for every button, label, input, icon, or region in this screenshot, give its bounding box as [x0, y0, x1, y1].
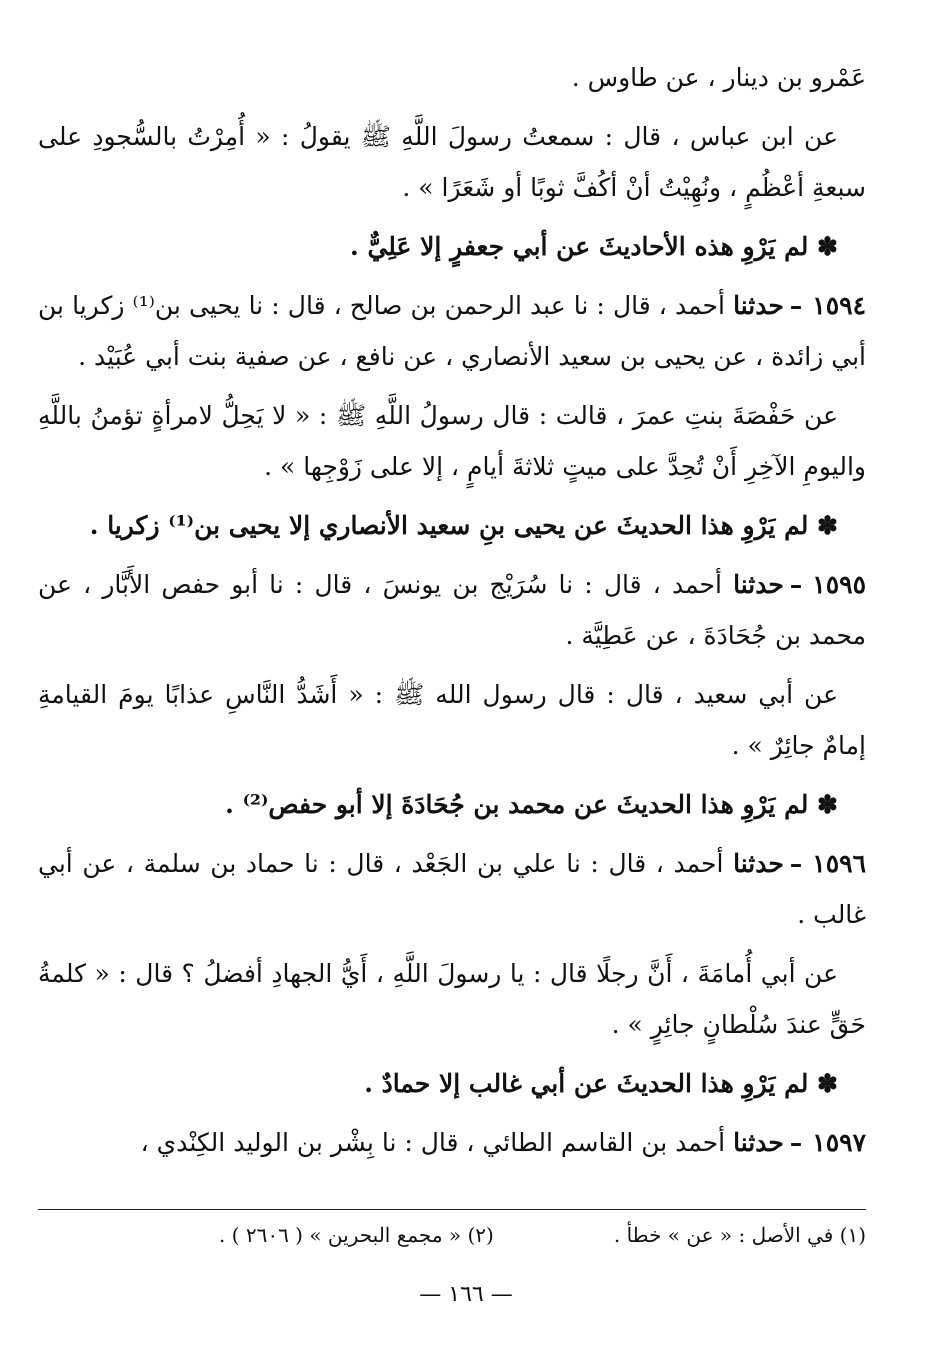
chain-lead-word: حدثنا — [733, 1128, 784, 1157]
commentary-note-1: ✽ لم يَرْوِ هذه الأحاديثَ عن أبي جعفرٍ إلا عَلِيٌّ . — [350, 232, 838, 261]
dash: – — [789, 570, 803, 599]
hadith-text-1596: عن أبي أُمامَةَ ، أَنَّ رجلًا قال : يا رسولَ اللَّهِ ، أَيُّ الجهادِ أفضلُ ؟ قال : « كلمةُ حَقٍّ عندَ سُلْطانٍ جائِرٍ » . — [38, 959, 866, 1039]
text-line-chain-end: عَمْرو بن دينار ، عن طاوس . — [571, 63, 866, 92]
footnotes — [60, 1218, 866, 1252]
hadith-1594-chain — [38, 280, 866, 382]
dash: – — [789, 291, 803, 320]
hadith-text-1595: عن أبي سعيد ، قال : قال رسول الله ﷺ : « أَشَدُّ النَّاسِ عذابًا يومَ القيامةِ إمامٌ جائِرٌ » . — [38, 680, 866, 760]
hadith-1597-chain — [38, 1117, 866, 1168]
chain-text: أحمد ، قال : نا عبد الرحمن بن صالح ، قال : نا يحيى بن⁽¹⁾ زكريا بن أبي زائدة ، عن يحيى بن سعيد الأنصاري ، عن نافع ، عن صفية بنت أبي عُبَيْد . — [38, 291, 866, 371]
hadith-1595-chain — [38, 559, 866, 661]
commentary-note-2: ✽ لم يَرْوِ هذا الحديثَ عن يحيى بنِ سعيد الأنصاري إلا يحيى بن⁽¹⁾ زكريا . — [89, 511, 838, 540]
dash: – — [789, 1128, 803, 1157]
hadith-number: ١٥٩٧ — [812, 1128, 866, 1157]
hadith-1596-chain — [38, 838, 866, 940]
hadith-number: ١٥٩٤ — [812, 291, 866, 320]
chain-text: أحمد ، قال : نا علي بن الجَعْد ، قال : نا حماد بن سلمة ، عن أبي غالب . — [38, 849, 866, 929]
hadith-text-1594: عن حَفْصَةَ بنتِ عمرَ ، قالت : قال رسولُ اللَّهِ ﷺ : « لا يَحِلُّ لامرأةٍ تؤمنُ باللَّهِ واليومِ الآخِرِ أَنْ تُحِدَّ على ميتٍ ثلاثةَ أيامٍ ، إلا على زَوْجِها » . — [38, 401, 866, 481]
chain-lead-word: حدثنا — [733, 291, 784, 320]
commentary-note-4: ✽ لم يَرْوِ هذا الحديثَ عن أبي غالب إلا حمادٌ . — [364, 1069, 838, 1098]
commentary-note-3: ✽ لم يَرْوِ هذا الحديثَ عن محمد بن جُحَادَةَ إلا أبو حفص⁽²⁾ . — [225, 790, 838, 819]
hadith-text-1593: عن ابن عباس ، قال : سمعتُ رسولَ اللَّهِ ﷺ يقولُ : « أُمِرْتُ بالسُّجودِ على سبعةِ أعْظُمٍ ، ونُهِيْتُ أنْ أكُفَّ ثوبًا أو شَعَرًا » . — [38, 122, 866, 202]
dash: – — [789, 849, 803, 878]
page-number: — ١٦٦ — — [419, 1282, 513, 1307]
chain-lead-word: حدثنا — [733, 570, 784, 599]
hadith-number: ١٥٩٥ — [812, 570, 866, 599]
chain-lead-word: حدثنا — [733, 849, 784, 878]
chain-text: أحمد ، قال : نا سُرَيْج بن يونسَ ، قال : نا أبو حفص الأَبَّار ، عن محمد بن جُحَادَةَ ، عن عَطِيَّة . — [38, 570, 866, 650]
footnote-divider — [38, 1209, 866, 1210]
footnote-2: (٢) « مجمع البحرين » ( ٢٦٠٦ ) . — [218, 1223, 494, 1247]
footnote-1: (١) في الأصل : « عن » خطأ . — [613, 1223, 866, 1247]
hadith-number: ١٥٩٦ — [812, 849, 866, 878]
chain-text: أحمد بن القاسم الطائي ، قال : نا بِشْر بن الوليد الكِنْدي ، — [140, 1128, 726, 1157]
